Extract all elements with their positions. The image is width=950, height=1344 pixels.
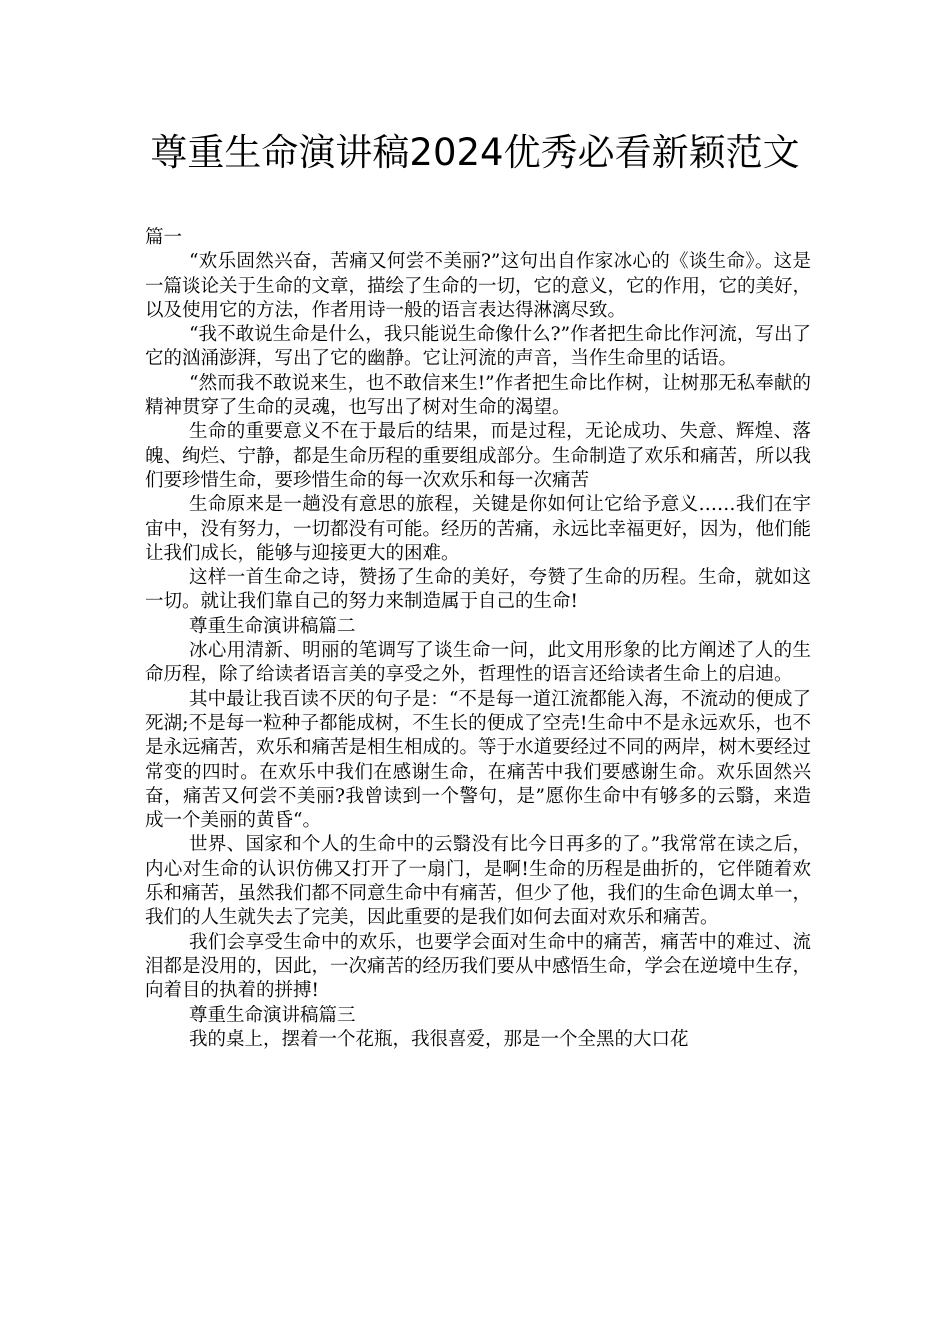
paragraph: 冰心用清新、明丽的笔调写了谈生命一问，此文用形象的比方阐述了人的生命历程，除了给读者语言美的享受之外，哲理性的语言还给读者生命上的启迪。: [145, 640, 811, 686]
paragraph: 我们会享受生命中的欢乐，也要学会面对生命中的痛苦，痛苦中的难过、流泪都是没用的，因此，一次痛苦的经历我们要从中感悟生命，学会在逆境中生存，向着目的执着的拼搏!: [145, 931, 812, 1002]
paragraph: 世界、国家和个人的生命中的云翳没有比今日再多的了。”我常常在读之后，内心对生命的认识仿佛又打开了一扇门，是啊!生命的历程是曲折的，它伴随着欢乐和痛苦，虽然我们都不同意生命中有痛苦，但少了他，我们的生命色调太单一，我们的人生就失去了完美，因此重要的是我们如何去面对欢乐和痛苦。: [145, 834, 812, 929]
section-heading: 篇一: [145, 227, 183, 248]
section-heading: 尊重生命演讲稿篇二: [189, 615, 356, 637]
paragraph: 生命原来是一趟没有意思的旅程，关键是你如何让它给予意义……我们在宇宙中，没有努力，一切都没有可能。经历的苦痛，永远比幸福更好，因为，他们能让我们成长，能够与迎接更大的困难。: [145, 494, 812, 564]
paragraph: “我不敢说生命是什么，我只能说生命像什么?”作者把生命比作河流，写出了它的汹涌澎湃，写出了它的幽静。它让河流的声音，当作生命里的话语。: [145, 324, 811, 370]
document-body: [145, 226, 811, 1052]
document-title: 尊重生命演讲稿2024优秀必看新颖范文: [150, 131, 800, 174]
paragraph: 生命的重要意义不在于最后的结果，而是过程，无论成功、失意、辉煌、落魄、绚烂、宁静，都是生命历程的重要组成部分。生命制造了欢乐和痛苦，所以我们要珍惜生命，要珍惜生命的每一次欢乐和每一次痛苦: [145, 421, 812, 491]
paragraph: 其中最让我百读不厌的句子是：“不是每一道江流都能入海，不流动的便成了死湖;不是每一粒种子都能成树，不生长的便成了空壳!生命中不是永远欢乐，也不是永远痛苦，欢乐和痛苦是相生相成的。等于水道要经过不同的两岸，树木要经过常变的四时。在欢乐中我们在感谢生命，在痛苦中我们要感谢生命。欢乐固然兴奋，痛苦又何尝不美丽?我曾读到一个警句，是”愿你生命中有够多的云翳，来造成一个美丽的黄昏“。: [145, 688, 812, 832]
paragraph: 这样一首生命之诗，赞扬了生命的美好，夸赞了生命的历程。生命，就如这一切。就让我们靠自己的努力来制造属于自己的生命!: [145, 567, 811, 613]
section-heading: 尊重生命演讲稿篇三: [189, 1004, 356, 1026]
paragraph: “然而我不敢说来生，也不敢信来生!”作者把生命比作树，让树那无私奉献的精神贯穿了生命的灵魂，也写出了树对生命的渴望。: [145, 372, 811, 419]
paragraph: 我的桌上，摆着一个花瓶，我很喜爱，那是一个全黑的大口花: [189, 1028, 689, 1050]
paragraph: “欢乐固然兴奋，苦痛又何尝不美丽?”这句出自作家冰心的《谈生命》。这是一篇谈论关于生命的文章，描绘了生命的一切，它的意义，它的作用，它的美好，以及使用它的方法，作者用诗一般的语言表达得淋漓尽致。: [145, 251, 812, 321]
